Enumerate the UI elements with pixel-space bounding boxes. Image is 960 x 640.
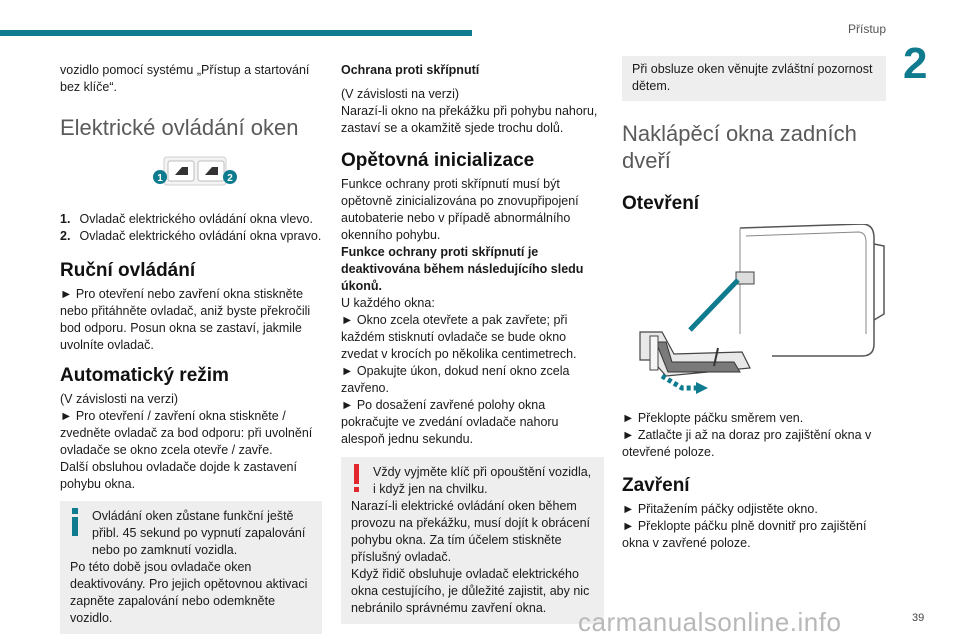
watermark: carmanualsonline.info [578,607,842,637]
reinit-text-3: ► Okno zcela otevřete a pak zavřete; při každém stisknutí ovladače se bude okno zvedat v krocích po několika centimetrech. [341,313,577,361]
note-box [622,56,886,101]
switch-list [60,211,322,245]
reinit-text-1: Funkce ochrany proti skřípnutí musí být opětovně zinicializována po znovupřipojení autobaterie nebo v případě abnormálního okenního pohybu. [341,177,579,242]
reinit-text-5: ► Po dosažení zavřené polohy okna pokračujte ve zvedání ovladače nahoru alespoň jednu sekundu. [341,398,559,446]
info-box [60,501,322,634]
windows-title: Elektrické ovládání oken [60,115,299,140]
column-2 [341,62,604,624]
warning-rest-2: Když řidič obsluhuje ovladač elektrického okna cestujícího, je důležité zajistit, aby nic nebránilo správnému zavření okna. [351,567,590,615]
column-1 [60,62,322,634]
pinch-title: Ochrana proti skřípnutí [341,63,480,77]
note-text: Při obsluze oken věnujte zvláštní pozornost dětem. [632,62,873,93]
arrow-icon [696,382,708,394]
auto-title: Automatický režim [60,365,229,386]
section-title: Přístup [847,22,886,36]
window-switch-illustration [60,153,322,203]
open-text-2: ► Zatlačte ji až na doraz pro zajištění okna v otevřené poloze. [622,428,872,459]
warning-first: Vždy vyjměte klíč při opouštění vozidla, i když jen na chvilku. [373,465,592,496]
close-text-1: ► Přitažením páčky odjistěte okno. [622,502,818,516]
reinit-text-2: U každého okna: [341,296,435,310]
warning-icon [354,464,359,492]
close-title: Zavření [622,475,690,496]
pinch-text-2: Narazí-li okno na překážku při pohybu nahoru, zastaví se a okamžitě sjede trochu dolů. [341,104,598,135]
info-first: Ovládání oken zůstane funkční ještě přibl. 45 sekund po vypnutí zapalování nebo po zamknutí vozidla. [92,509,306,557]
callout-1: 1 [157,173,163,184]
header-accent-bar [0,30,472,36]
page-number: 39 [912,612,925,624]
info-rest: Po této době jsou ovladače oken deaktivovány. Pro jejich opětovnou aktivaci zapněte zapalování nebo odemkněte vozidlo. [70,560,308,625]
auto-text-3: Další obsluhou ovladače dojde k zastavení pohybu okna. [60,460,297,491]
open-text-1: ► Překlopte páčku směrem ven. [622,411,804,425]
rear-window-figure [622,224,886,404]
list-item: 1. Ovladač elektrického ovládání okna vlevo. [60,212,313,226]
info-icon [72,508,78,536]
column-3 [622,56,886,552]
list-item: 2. Ovladač elektrického ovládání okna vpravo. [60,229,322,243]
pinch-text-1: (V závislosti na verzi) [341,87,460,101]
close-text-2: ► Překlopte páčku plně dovnitř pro zajištění okna v zavřené poloze. [622,519,867,550]
open-title: Otevření [622,193,700,214]
manual-title: Ruční ovládání [60,260,196,281]
manual-text: ► Pro otevření nebo zavření okna stiskněte nebo přitáhněte ovladač, aniž byste překročili bod odporu. Posun okna se zastaví, jakmile uvolníte ovladač. [60,287,311,352]
auto-text-2: ► Pro otevření / zavření okna stiskněte / zvedněte ovladač za bod odporu: při uvolnění ovladače se okno zcela otevře / zavře. [60,409,313,457]
warning-rest: Narazí-li elektrické ovládání oken během provozu na překážku, musí dojít k obrácení pohybu okna. Za tím účelem stiskněte příslušný ovladač. [351,499,591,564]
rear-windows-title: Naklápěcí okna zadních dveří [622,121,857,173]
auto-text-1: (V závislosti na verzi) [60,392,179,406]
rear-window-latch-illustration [622,224,886,404]
intro-text: vozidlo pomocí systému „Přístup a startování bez klíče“. [60,63,310,94]
reinit-title: Opětovná inicializace [341,150,535,171]
chapter-number: 2 [903,39,928,88]
window-switch-figure [60,153,322,203]
callout-2: 2 [227,173,233,184]
reinit-bold: Funkce ochrany proti skřípnutí je deaktivována během následujícího sledu úkonů. [341,245,584,293]
warning-box [341,457,604,624]
reinit-text-4: ► Opakujte úkon, dokud není okno zcela zavřeno. [341,364,570,395]
